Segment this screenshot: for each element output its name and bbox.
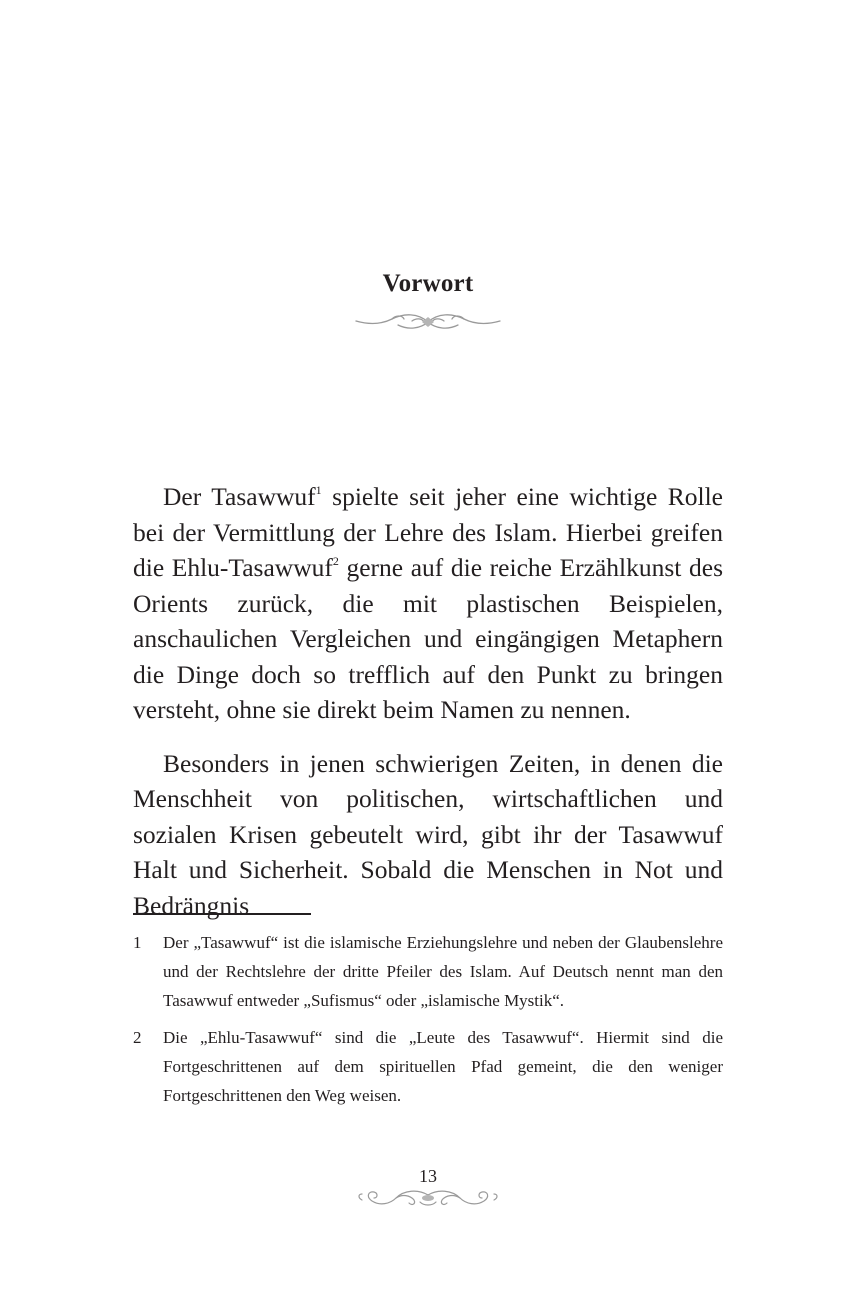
footnote-number: 2 <box>133 1028 142 1047</box>
flourish-divider-icon <box>352 309 504 335</box>
paragraph-1-part-3: gerne auf die reiche Erzählkunst des Orients zurück, die mit plastischen Beispielen, anschaulichen Vergleichen und eingängigen Metaphern die Dinge doch so trefflich auf den Punkt zu bringen versteht, ohne sie direkt beim Namen zu nennen. <box>133 553 723 724</box>
main-text <box>133 479 723 941</box>
scroll-ornament-icon <box>356 1186 500 1212</box>
paragraph-1 <box>133 479 723 728</box>
chapter-heading: Vorwort <box>382 270 474 297</box>
footnote-1 <box>133 928 723 1015</box>
footnote-separator <box>133 913 311 915</box>
footnote-ref-1: 1 <box>315 483 322 497</box>
page-number: 13 <box>419 1166 437 1186</box>
footnote-2 <box>133 1023 723 1110</box>
footnote-text: Der „Tasawwuf“ ist die islamische Erziehungslehre und neben der Glaubenslehre und der Rechtslehre der dritte Pfeiler des Islam. Auf Deutsch nennt man den Tasawwuf entweder „Sufismus“ oder „islamische Mystik“. <box>163 933 723 1010</box>
paragraph-2: Besonders in jenen schwierigen Zeiten, in denen die Menschheit von politischen, wirtschaftlichen und sozialen Krisen gebeutelt wird, gibt ihr der Tasawwuf Halt und Sicherheit. Sobald die Menschen in Not und Bedrängnis <box>133 748 723 920</box>
footnote-ref-2: 2 <box>332 554 339 568</box>
paragraph-1-part-2: spielte seit jeher eine wichtige Rolle bei der Vermittlung der Lehre des Islam. Hierbei greifen die Ehlu-Tasawwuf <box>133 482 723 582</box>
footnote-number: 1 <box>133 933 142 952</box>
paragraph-1-part-1: Der Tasawwuf <box>163 482 316 511</box>
footnotes <box>133 928 723 1118</box>
footnote-text: Die „Ehlu-Tasawwuf“ sind die „Leute des Tasawwuf“. Hiermit sind die Fortgeschrittenen auf dem spirituellen Pfad gemeint, die den weniger Fortgeschrittenen den Weg weisen. <box>163 1028 723 1105</box>
